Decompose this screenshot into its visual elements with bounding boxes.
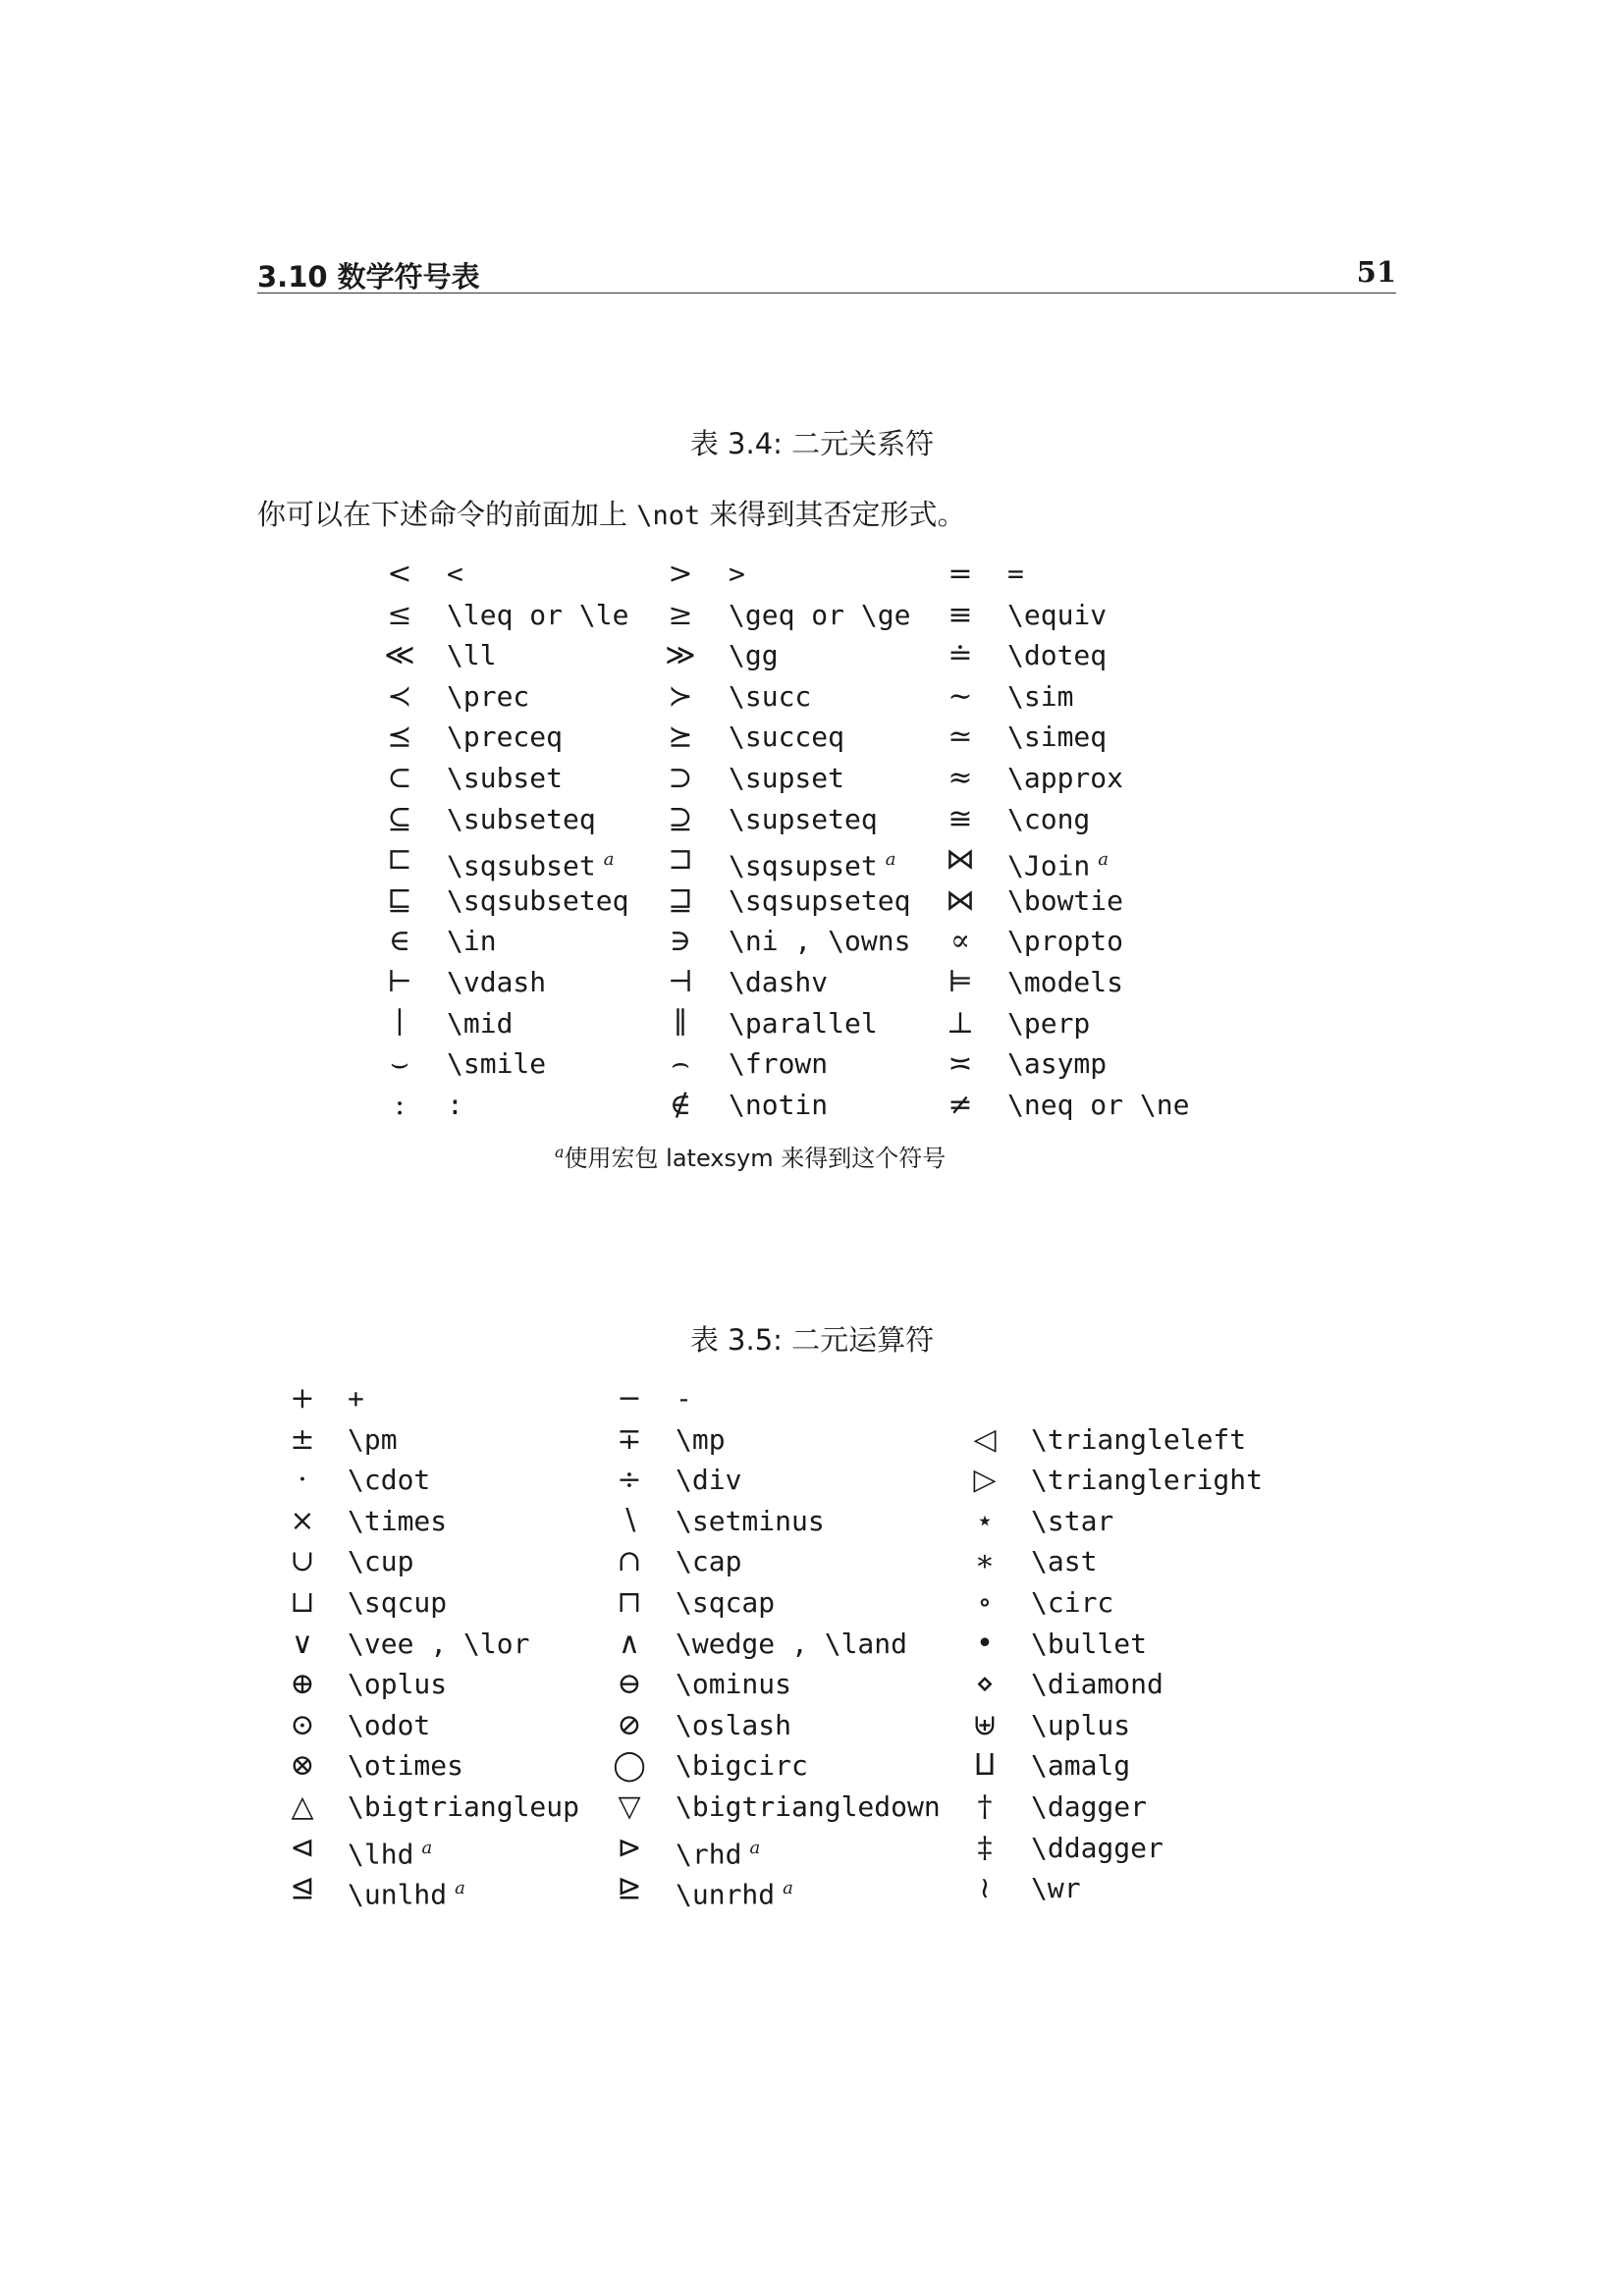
symbol-glyph: ⊎ [972, 1707, 998, 1742]
command-text: \pm [348, 1422, 398, 1456]
latex-command [729, 840, 895, 885]
latex-command [676, 1502, 825, 1541]
command-text: \bigtriangleup [348, 1790, 580, 1823]
command-text: \sqcup [348, 1586, 448, 1619]
symbol-glyph: ∓ [617, 1421, 642, 1457]
symbol-glyph: ∩ [617, 1544, 642, 1579]
section-title: 3.10 数学符号表 [257, 260, 480, 294]
symbol-glyph: ⊨ [947, 965, 973, 999]
latex-command [729, 555, 745, 594]
latex-command [447, 1086, 463, 1125]
command-text: \approx [1007, 762, 1124, 794]
symbol-glyph: ∪ [290, 1544, 315, 1579]
command-text: \sqcap [676, 1586, 776, 1619]
latex-command [1031, 1420, 1246, 1460]
latex-command [1031, 1746, 1130, 1786]
command-text: \unrhd [676, 1878, 776, 1911]
footnote-ref: a [421, 1837, 433, 1858]
latex-command [1031, 1461, 1263, 1500]
command-text: \times [348, 1504, 448, 1537]
latex-command [729, 881, 910, 921]
latex-command [676, 1706, 791, 1745]
command-text: \dagger [1031, 1790, 1148, 1823]
footnote-mark: a [555, 1143, 565, 1161]
symbol-glyph: × [290, 1503, 315, 1538]
command-text: < [447, 558, 463, 590]
command-text: \succ [729, 679, 812, 713]
command-text: \supseteq [729, 802, 878, 835]
latex-command [1007, 555, 1024, 594]
command-text: \sqsupset [729, 849, 878, 882]
command-text: \ll [447, 639, 497, 672]
command-text: \vee , \lor [348, 1627, 530, 1660]
symbol-glyph: ⊣ [668, 965, 693, 999]
symbol-glyph: ∉ [669, 1087, 692, 1122]
command-text: \succeq [729, 721, 845, 754]
symbol-glyph: ◯ [613, 1748, 646, 1784]
symbol-glyph: ⋄ [975, 1667, 995, 1702]
footnote-ref: a [603, 849, 615, 871]
command-text: \asymp [1007, 1047, 1108, 1081]
latex-command [348, 1665, 447, 1704]
symbol-glyph: ∣ [395, 1005, 405, 1041]
command-text: \wedge , \land [676, 1627, 908, 1660]
latex-command [1007, 963, 1123, 1002]
symbol-glyph: ∨ [292, 1626, 313, 1661]
command-text: \oplus [348, 1668, 448, 1701]
symbol-glyph: ≺ [387, 678, 412, 714]
latex-command [676, 1583, 775, 1623]
footnote-text: 使用宏包 latexsym 来得到这个符号 [564, 1145, 947, 1172]
running-header [257, 253, 1396, 294]
symbol-glyph: ∗ [974, 1544, 996, 1579]
command-text: \rhd [676, 1837, 742, 1870]
symbol-glyph: ⊒ [668, 882, 693, 918]
note-text-before: 你可以在下述命令的前面加上 [257, 498, 637, 531]
command-text: \ast [1031, 1545, 1098, 1578]
note-text-after: 来得到其否定形式。 [700, 498, 966, 531]
table1-caption: 表 3.4: 二元关系符 [689, 427, 935, 460]
command-text: \notin [729, 1088, 829, 1121]
latex-command [348, 1788, 579, 1827]
command-text: \triangleright [1031, 1464, 1264, 1497]
command-text: \bullet [1031, 1627, 1148, 1660]
symbol-glyph: ⌣ [390, 1046, 409, 1082]
symbol-glyph: ⊐ [668, 842, 693, 878]
symbol-glyph: ∼ [947, 678, 973, 714]
symbol-glyph: ⋈ [946, 842, 975, 878]
symbol-glyph: ⊲ [290, 1830, 315, 1865]
command-text: \sqsupseteq [729, 883, 911, 917]
command-text: \cong [1007, 802, 1091, 835]
latex-command [348, 1746, 463, 1786]
symbol-glyph: ≅ [947, 801, 973, 836]
symbol-glyph: ∋ [669, 924, 692, 959]
command-text: \equiv [1007, 598, 1108, 631]
latex-command [1007, 800, 1090, 839]
footnote-ref: a [455, 1878, 465, 1899]
command-text: \prec [447, 679, 530, 713]
symbol-glyph: ≈ [947, 761, 973, 795]
command-text: > [729, 558, 745, 590]
symbol-glyph: ÷ [617, 1463, 642, 1498]
latex-command [348, 1502, 447, 1541]
latex-command [1031, 1502, 1113, 1541]
symbol-glyph: · [298, 1463, 307, 1498]
latex-command [729, 800, 878, 839]
symbol-glyph: ≥ [668, 597, 693, 632]
command-text: \triangleleft [1031, 1422, 1247, 1456]
latex-command [729, 596, 910, 635]
symbol-glyph: ▽ [618, 1789, 641, 1824]
latex-command [676, 1420, 726, 1460]
command-text: \mp [676, 1422, 726, 1456]
command-text: \mid [447, 1006, 514, 1040]
latex-command [447, 840, 614, 885]
command-text: : [447, 1088, 463, 1121]
latex-command [1007, 759, 1123, 798]
latex-command [1007, 1004, 1090, 1043]
latex-command [447, 718, 563, 757]
latex-command [1007, 596, 1107, 635]
latex-command [1031, 1665, 1164, 1704]
command-text: \vdash [447, 966, 547, 998]
symbol-glyph: ⪰ [668, 720, 693, 755]
latex-command [447, 1044, 546, 1084]
command-text: \geq or \ge [729, 598, 911, 631]
symbol-glyph: ⌢ [671, 1046, 690, 1082]
symbol-glyph: ≀ [979, 1871, 991, 1906]
symbol-glyph: ∥ [674, 1005, 687, 1041]
symbol-glyph: ∈ [388, 924, 411, 959]
symbol-glyph: ⊵ [617, 1871, 642, 1906]
command-text: \simeq [1007, 721, 1108, 754]
latex-command [1007, 840, 1109, 885]
symbol-glyph: ⊃ [668, 761, 693, 795]
command-text: \in [447, 925, 497, 958]
command-text: \sqsubset [447, 849, 596, 882]
command-text: \uplus [1031, 1708, 1131, 1741]
command-text: \lhd [348, 1837, 414, 1870]
latex-command [447, 881, 628, 921]
latex-command [447, 800, 596, 839]
command-text: \frown [729, 1047, 829, 1081]
latex-command [447, 759, 563, 798]
latex-command [1031, 1583, 1113, 1623]
latex-command [1007, 881, 1123, 921]
latex-command [729, 636, 779, 675]
symbol-glyph: ⊳ [617, 1830, 642, 1865]
latex-command [1031, 1869, 1081, 1908]
command-text: \smile [447, 1047, 547, 1081]
symbol-glyph: △ [291, 1789, 314, 1824]
symbol-glyph: ⊢ [387, 965, 412, 999]
command-text: \otimes [348, 1749, 464, 1783]
latex-command [348, 1869, 465, 1914]
symbol-glyph: ≃ [947, 720, 973, 755]
latex-command [447, 922, 497, 961]
command-text: \bigtriangledown [676, 1790, 941, 1823]
symbol-glyph: ≐ [947, 638, 973, 673]
symbol-glyph: ⊇ [668, 801, 693, 836]
latex-command [676, 1665, 791, 1704]
latex-command [447, 963, 546, 1002]
symbol-glyph: ≻ [668, 678, 693, 714]
command-text: \Join [1007, 849, 1091, 882]
command-text: \ominus [676, 1668, 792, 1701]
symbol-glyph: ≪ [384, 638, 415, 673]
command-text: = [1007, 558, 1024, 590]
symbol-glyph: ∘ [977, 1585, 993, 1620]
latex-command [676, 1461, 741, 1500]
latex-command [1007, 1044, 1107, 1084]
symbol-glyph: ⊑ [387, 882, 412, 918]
symbol-glyph: : [394, 1087, 406, 1122]
symbol-glyph: ⨿ [974, 1748, 996, 1784]
latex-command [1031, 1625, 1147, 1664]
footnote [555, 1139, 946, 1173]
latex-command [447, 1004, 513, 1043]
symbol-glyph: ⊓ [617, 1585, 642, 1620]
page-number: 51 [1356, 255, 1396, 289]
symbol-glyph: ‡ [977, 1830, 993, 1865]
note-code: \not [636, 501, 701, 531]
command-text: \perp [1007, 1006, 1091, 1040]
command-text: \diamond [1031, 1668, 1164, 1701]
symbol-glyph: > [668, 557, 693, 591]
command-text: \bigcirc [676, 1749, 808, 1783]
symbol-glyph: † [977, 1789, 993, 1824]
latex-command [1007, 636, 1107, 675]
latex-command [676, 1746, 808, 1786]
latex-command [1031, 1706, 1130, 1745]
command-text: \wr [1031, 1872, 1081, 1905]
command-text: \supset [729, 762, 845, 794]
command-text: \models [1007, 966, 1124, 998]
symbol-glyph: ◁ [973, 1421, 997, 1457]
latex-command [447, 636, 497, 675]
latex-command [729, 759, 844, 798]
symbol-glyph: < [387, 557, 412, 591]
latex-command [676, 1542, 741, 1581]
symbol-glyph: ⊕ [290, 1667, 315, 1702]
command-text: \odot [348, 1708, 431, 1741]
command-text: \dashv [729, 966, 829, 998]
latex-command [348, 1461, 430, 1500]
symbol-glyph: ∧ [619, 1626, 640, 1661]
command-text: \star [1031, 1504, 1114, 1537]
command-text: \unlhd [348, 1878, 448, 1911]
latex-command [447, 596, 628, 635]
command-text: \subset [447, 762, 564, 794]
latex-command [348, 1583, 447, 1623]
footnote-ref: a [749, 1837, 761, 1858]
latex-command [1007, 677, 1073, 717]
latex-command [676, 1788, 941, 1827]
symbol-glyph: ⊆ [387, 801, 412, 836]
latex-command [729, 1004, 878, 1043]
symbol-glyph: ⊂ [387, 761, 412, 795]
command-text: \amalg [1031, 1749, 1131, 1783]
latex-command [348, 1542, 413, 1581]
command-text: \circ [1031, 1586, 1114, 1619]
command-text: \gg [729, 639, 779, 672]
command-text: \doteq [1007, 639, 1108, 672]
latex-command [676, 1625, 907, 1664]
latex-command [1007, 718, 1107, 757]
latex-command [1007, 922, 1123, 961]
command-text: \cdot [348, 1464, 431, 1497]
footnote-ref: a [885, 849, 896, 871]
command-text: \subseteq [447, 802, 596, 835]
latex-command [729, 718, 844, 757]
latex-command [729, 677, 811, 717]
table2-caption: 表 3.5: 二元运算符 [689, 1323, 935, 1357]
symbol-glyph: ⊥ [946, 1005, 975, 1041]
symbol-glyph: • [976, 1626, 994, 1661]
latex-command [348, 1706, 430, 1745]
command-text: \bowtie [1007, 883, 1124, 917]
command-text: \ni , \owns [729, 925, 911, 958]
command-text: \preceq [447, 721, 564, 754]
symbol-glyph: = [947, 557, 973, 591]
symbol-glyph: ⊏ [387, 842, 412, 878]
latex-command [1007, 1086, 1189, 1125]
symbol-glyph: ⊖ [617, 1667, 642, 1702]
symbol-glyph: ≡ [947, 597, 973, 632]
symbol-glyph: ≠ [947, 1087, 973, 1122]
command-text: \oslash [676, 1708, 792, 1741]
latex-command [447, 677, 529, 717]
symbol-glyph: ∝ [949, 924, 971, 959]
footnote-ref: a [1098, 849, 1110, 871]
command-text: \leq or \le [447, 598, 629, 631]
negation-note [257, 493, 965, 533]
footnote-ref: a [783, 1878, 793, 1899]
symbol-glyph: ⋈ [946, 882, 975, 918]
command-text: \sqsubseteq [447, 883, 629, 917]
latex-command [1031, 1542, 1097, 1581]
latex-command [729, 922, 910, 961]
symbol-glyph: + [290, 1381, 315, 1415]
latex-command [348, 1420, 398, 1460]
symbol-glyph: ≤ [387, 597, 412, 632]
command-text: \div [676, 1464, 742, 1497]
symbol-glyph: ≫ [665, 638, 696, 673]
symbol-glyph: ⊗ [290, 1748, 315, 1784]
command-text: - [676, 1382, 692, 1415]
symbol-glyph: ⪯ [387, 720, 412, 755]
latex-command [729, 1044, 828, 1084]
command-text: + [348, 1382, 364, 1415]
latex-command [729, 1086, 828, 1125]
command-text: \ddagger [1031, 1831, 1164, 1864]
symbol-glyph: ± [290, 1421, 315, 1457]
latex-command [676, 1869, 793, 1914]
latex-command [348, 1625, 529, 1664]
latex-command [348, 1379, 364, 1418]
symbol-glyph: − [617, 1381, 642, 1415]
symbol-glyph: ⊙ [290, 1707, 315, 1742]
symbol-glyph: ⊴ [290, 1871, 315, 1906]
latex-command [447, 555, 463, 594]
symbol-glyph: ⊘ [617, 1707, 642, 1742]
command-text: \neq or \ne [1007, 1088, 1190, 1121]
command-text: \parallel [729, 1006, 878, 1040]
command-text: \cap [676, 1545, 742, 1578]
symbol-glyph: ⋆ [975, 1503, 995, 1538]
command-text: \propto [1007, 925, 1124, 958]
latex-command [1031, 1829, 1164, 1868]
symbol-glyph: ⊔ [290, 1585, 315, 1620]
symbol-glyph: ∖ [620, 1503, 639, 1538]
latex-command [676, 1379, 692, 1418]
latex-command [676, 1829, 760, 1874]
latex-command [1031, 1788, 1147, 1827]
symbol-glyph: ▷ [973, 1463, 997, 1498]
command-text: \sim [1007, 679, 1074, 713]
command-text: \cup [348, 1545, 414, 1578]
latex-command [729, 963, 828, 1002]
command-text: \setminus [676, 1504, 825, 1537]
symbol-glyph: ≍ [947, 1046, 973, 1082]
latex-command [348, 1829, 432, 1874]
